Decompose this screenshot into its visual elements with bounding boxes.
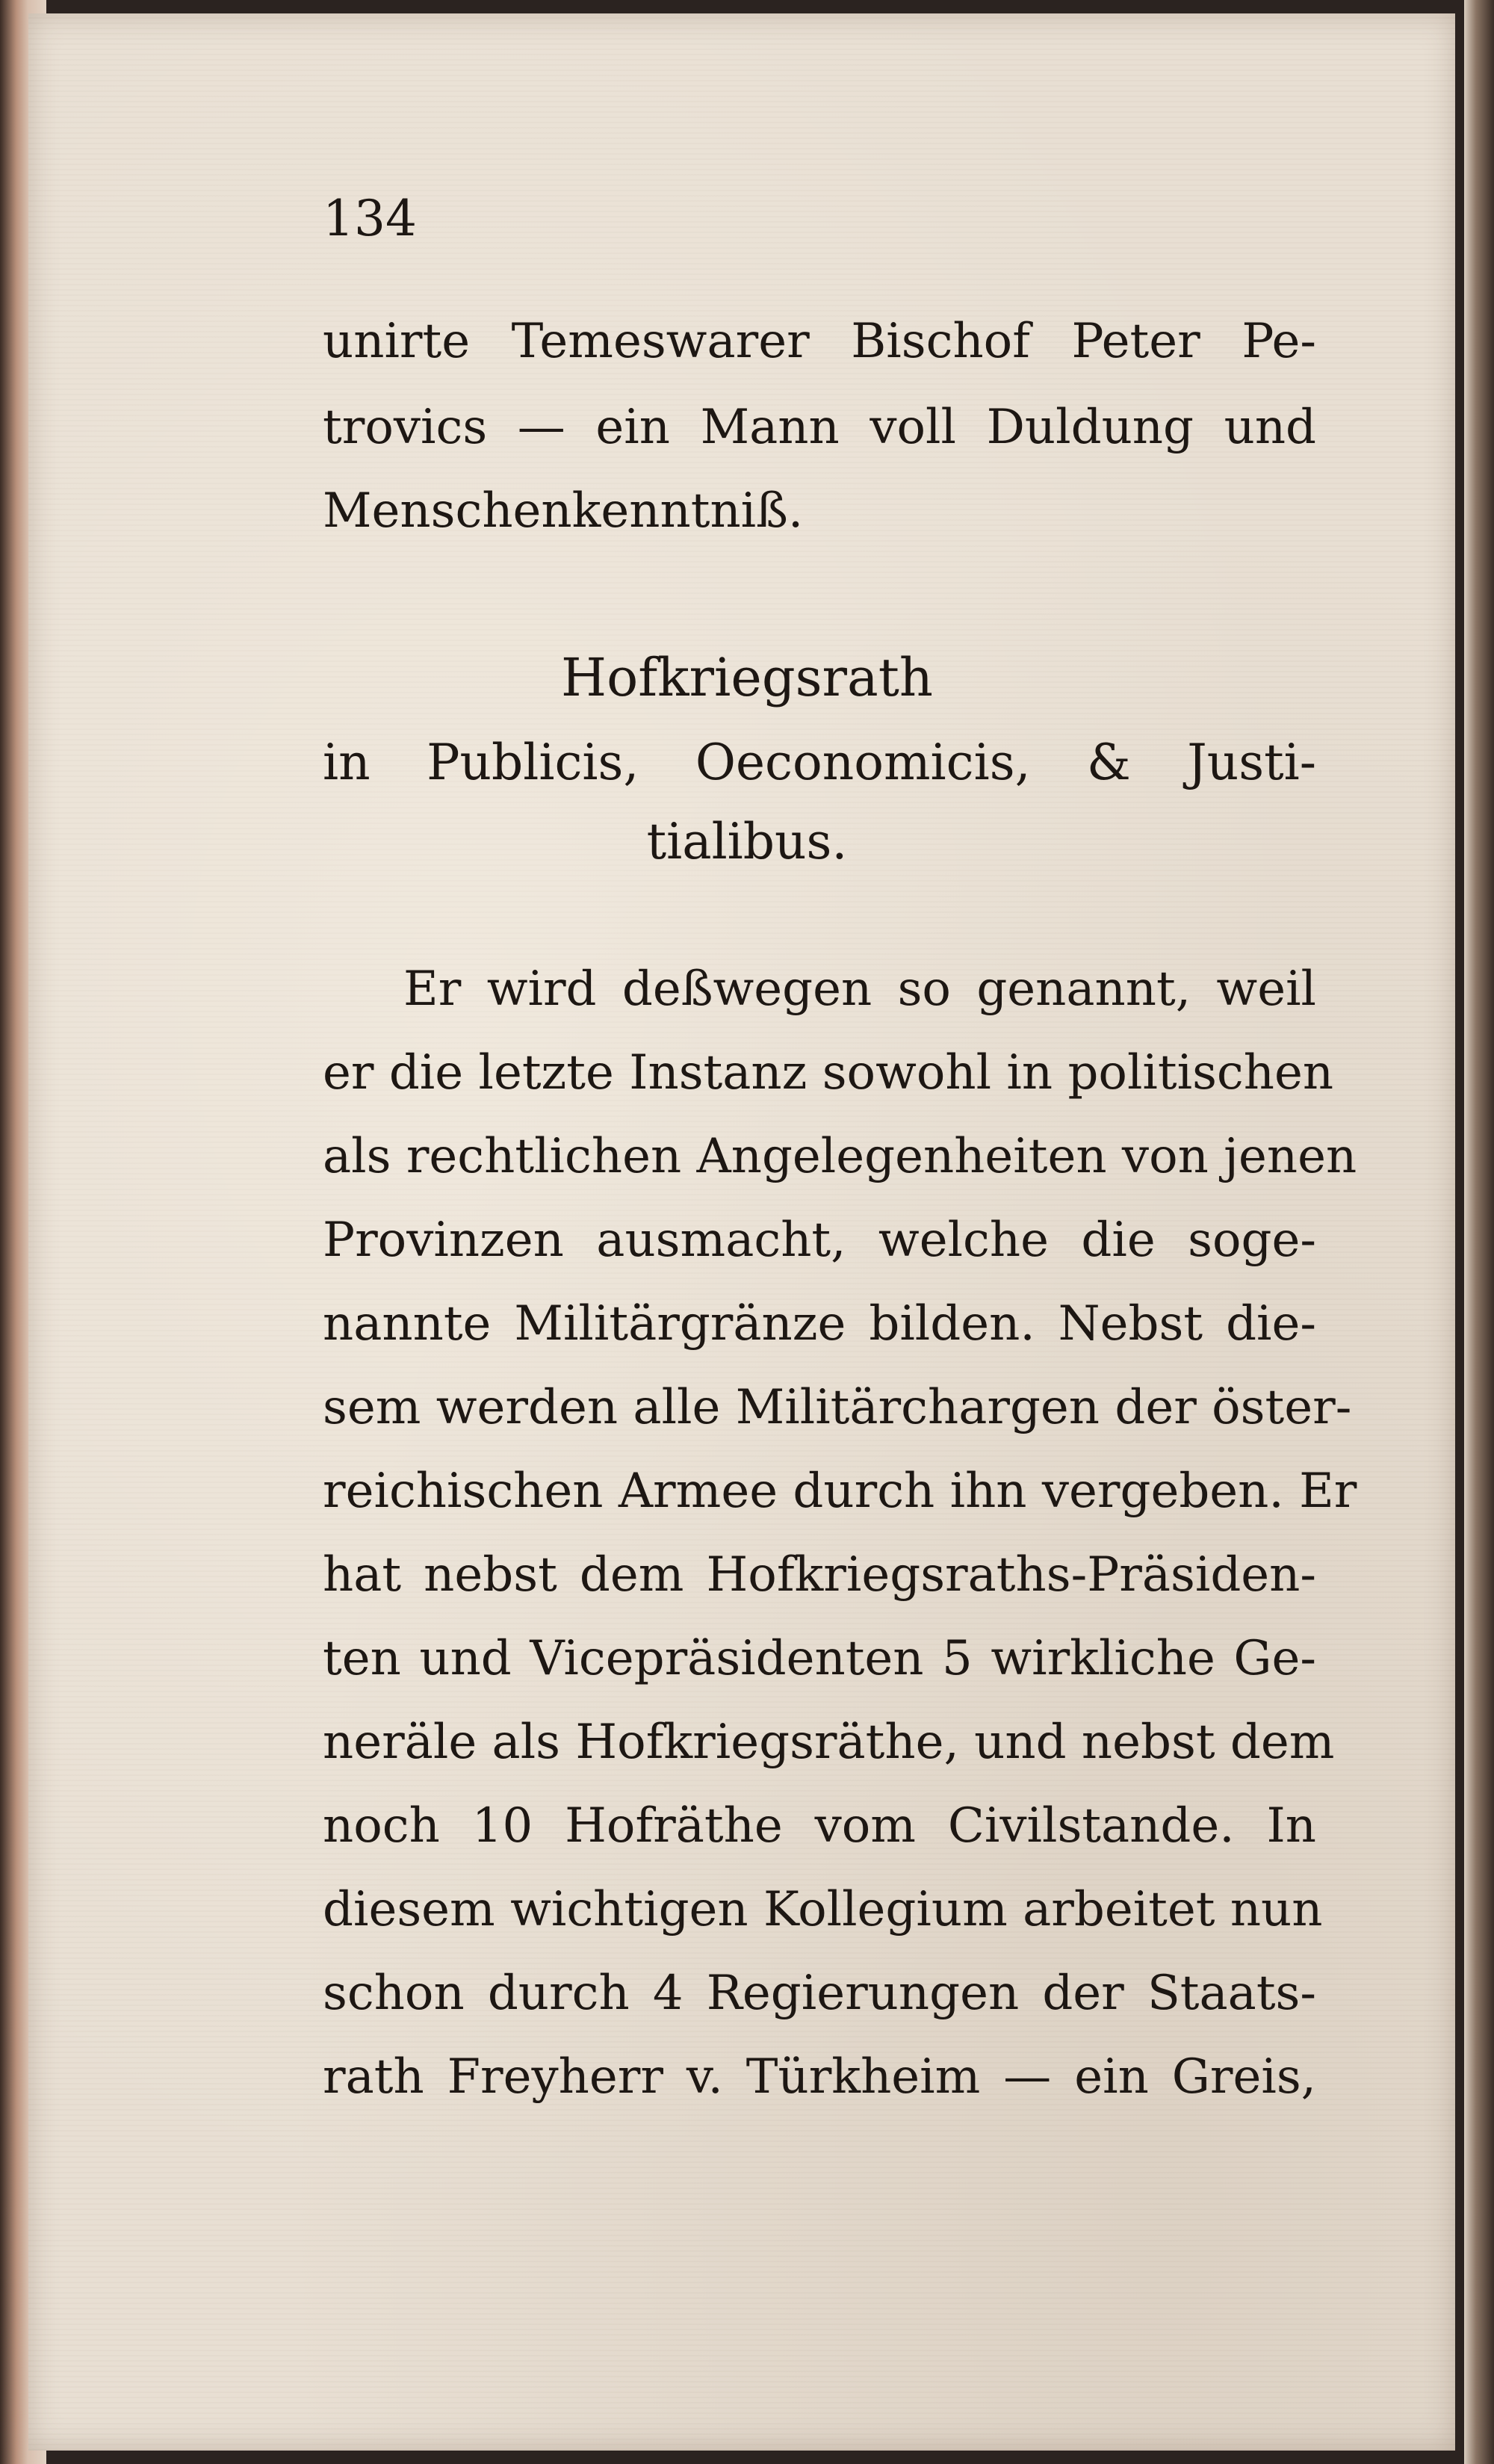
text-line: neräle als Hofkriegsräthe, und nebst dem [323,1715,1335,1770]
text-line: Menschenkenntniß. [323,483,804,539]
text-line: ten und Vicepräsidenten 5 wirkliche Ge- [323,1631,1316,1686]
section-subheading-line-2: tialibus. [646,813,848,870]
text-line: Provinzen ausmacht, welche die soge- [323,1213,1316,1268]
text-line: noch 10 Hofräthe vom Civilstande. In [323,1798,1316,1854]
section-heading: Hofkriegsrath [561,647,933,708]
text-line: hat nebst dem Hofkriegsraths-Präsiden- [323,1547,1316,1603]
book-binding-right [1464,0,1494,2464]
section-subheading-line-1: in Publicis, Oeconomicis, & Justi- [323,734,1316,791]
text-line: schon durch 4 Regierungen der Staats- [323,1966,1316,2021]
text-line: nannte Militärgränze bilden. Nebst die- [323,1296,1316,1352]
text-line: diesem wichtigen Kollegium arbeitet nun [323,1882,1323,1937]
text-line: Er wird deßwegen so genannt, weil [403,962,1316,1017]
text-line: unirte Temeswarer Bischof Peter Pe- [323,314,1316,369]
text-line: er die letzte Instanz sowohl in politischen [323,1045,1334,1101]
text-line: trovics — ein Mann voll Duldung und [323,400,1316,455]
text-line: sem werden alle Militärchargen der öster- [323,1380,1352,1435]
text-line: als rechtlichen Angelegenheiten von jenen [323,1129,1357,1184]
page-number: 134 [323,190,417,247]
text-line: reichischen Armee durch ihn vergeben. Er [323,1464,1357,1519]
text-line: rath Freyherr v. Türkheim — ein Greis, [323,2049,1316,2105]
